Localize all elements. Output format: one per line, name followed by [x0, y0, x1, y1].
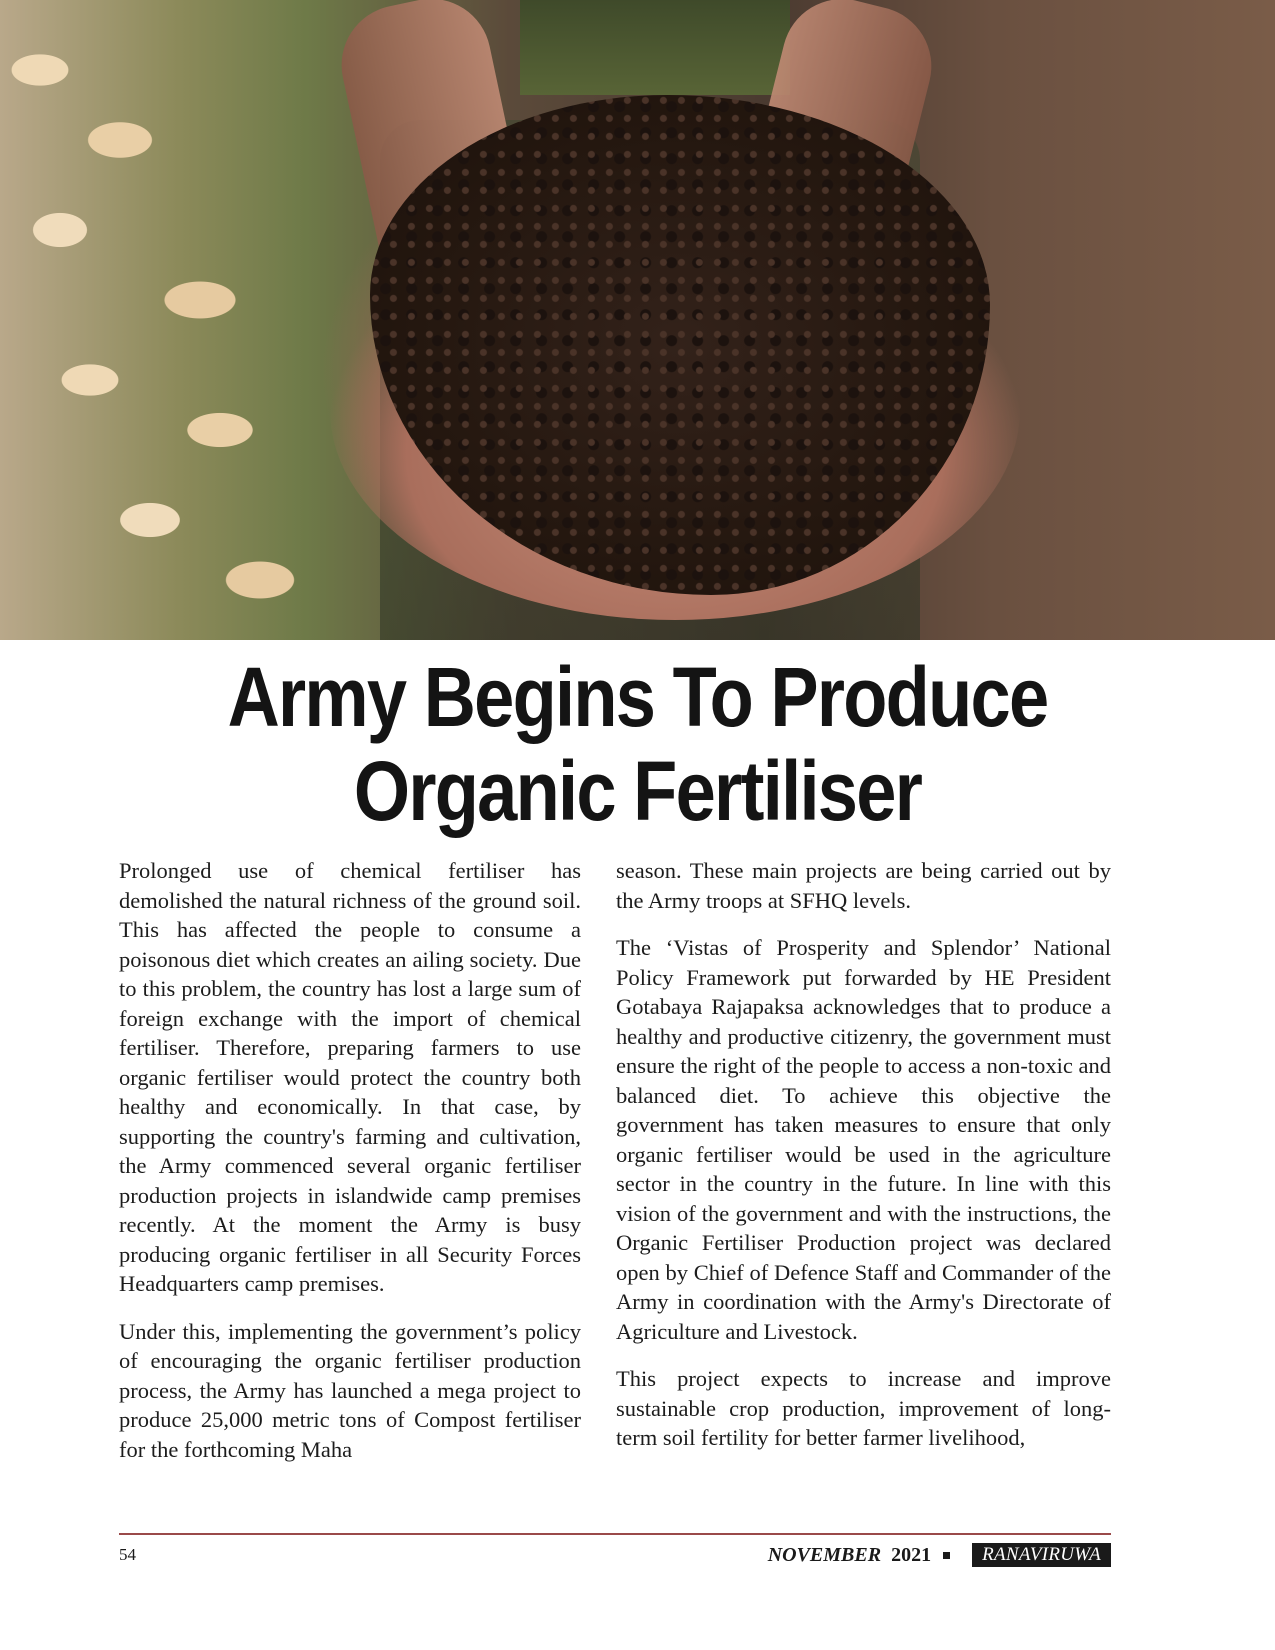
body-column-left	[119, 856, 581, 1482]
footer-issue-info	[768, 1543, 1111, 1567]
body-paragraph: Under this, implementing the government’s policy of encouraging the organic fertiliser production process, the Army has launched a mega project to produce 25,000 metric tons of Compost fertiliser for the forthcoming Maha	[119, 1318, 581, 1462]
headline-line-2: Organic Fertiliser	[353, 744, 922, 838]
shirt	[520, 0, 790, 95]
issue-year: 2021	[891, 1543, 932, 1566]
body-paragraph: The ‘Vistas of Prosperity and Splendor’ National Policy Framework put forwarded by HE President Gotabaya Rajapaksa acknowledges that to produce a healthy and productive citizenry, the government must ensure the right of the people to access a non-toxic and balanced diet. To achieve this objective the government has taken measures to ensure that only organic fertiliser would be used in the agriculture sector in the country in the future. In line with this vision of the government and with the instructions, the Organic Fertiliser Production project was declared open by Chief of Defence Staff and Commander of the Army in coordination with the Army's Directorate of Agriculture and Livestock.	[616, 935, 1111, 1344]
headline-line-1: Army Begins To Produce	[227, 650, 1048, 744]
issue-month: NOVEMBER	[767, 1543, 882, 1566]
body-paragraph: Prolonged use of chemical fertiliser has demolished the natural richness of the ground soil. This has affected the people to consume a poisonous diet which creates an ailing society. Due to this problem, the country has lost a large sum of foreign exchange with the import of chemical fertiliser. Therefore, preparing farmers to use organic fertiliser would protect the country both healthy and economically. In that case, by supporting the country's farming and cultivation, the Army commenced several organic fertiliser production projects in islandwide camp premises recently. At the moment the Army is busy producing organic fertiliser in all Security Forces Headquarters camp premises.	[119, 858, 581, 1296]
page-number: 54	[119, 1545, 136, 1564]
magazine-brand: RANAVIRUWA	[972, 1543, 1111, 1567]
dry-leaves	[0, 0, 320, 640]
footer-rule	[119, 1533, 1111, 1535]
separator-square-icon	[943, 1552, 950, 1559]
body-paragraph: season. These main projects are being carried out by the Army troops at SFHQ levels.	[616, 858, 1111, 913]
body-paragraph: This project expects to increase and improve sustainable crop production, improvement of long-term soil fertility for better farmer livelihood,	[616, 1366, 1111, 1450]
article-headline	[89, 650, 1186, 838]
body-column-right	[616, 856, 1111, 1471]
hero-photo-hands-holding-compost	[0, 0, 1275, 640]
